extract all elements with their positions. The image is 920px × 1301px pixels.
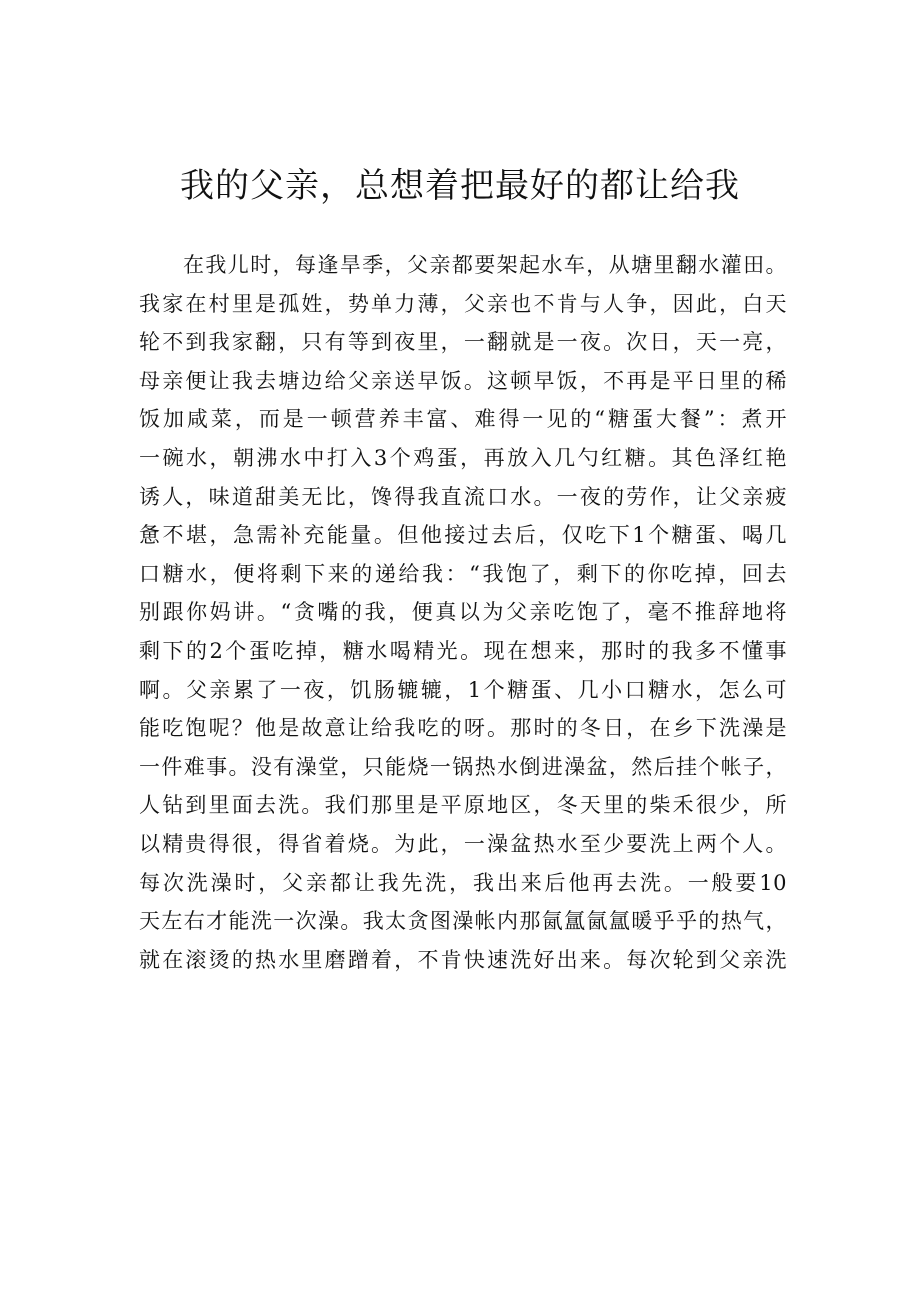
document-title: 我的父亲，总想着把最好的都让给我 [180,166,740,206]
paragraph-line-5: 饭加咸菜，而是一顿营养丰富、难得一见的“糖蛋大餐”：煮开 [139,407,787,432]
paragraph-line-18: 天左右才能洗一次澡。我太贪图澡帐内那氤氲氤氲暖乎乎的热气， [139,909,787,934]
paragraph-line-11: 剩下的2个蛋吃掉，糖水喝精光。现在想来，那时的我多不懂事 [139,638,787,663]
paragraph-line-7: 诱人，味道甜美无比，馋得我直流口水。一夜的劳作，让父亲疲 [139,484,787,509]
paragraph-line-2: 我家在村里是孤姓，势单力薄，父亲也不肯与人争，因此，白天 [139,291,787,316]
paragraph-line-4: 母亲便让我去塘边给父亲送早饭。这顿早饭，不再是平日里的稀 [139,368,787,393]
paragraph-line-10: 别跟你妈讲。“贪嘴的我，便真以为父亲吃饱了，毫不推辞地将 [139,600,787,625]
paragraph-line-16: 以精贵得很，得省着烧。为此，一澡盆热水至少要洗上两个人。 [139,831,787,856]
paragraph-line-12: 啊。父亲累了一夜，饥肠辘辘，1个糖蛋、几小口糖水，怎么可 [139,677,787,702]
paragraph-line-19: 就在滚烫的热水里磨蹭着，不肯快速洗好出来。每次轮到父亲洗 [139,947,787,972]
paragraph-line-15: 人钻到里面去洗。我们那里是平原地区，冬天里的柴禾很少，所 [139,793,787,818]
paragraph-line-8: 惫不堪，急需补充能量。但他接过去后，仅吃下1个糖蛋、喝几 [139,523,787,548]
paragraph-line-6: 一碗水，朝沸水中打入3个鸡蛋，再放入几勺红糖。其色泽红艳 [139,445,787,470]
paragraph-line-3: 轮不到我家翻，只有等到夜里，一翻就是一夜。次日，天一亮， [139,330,787,355]
document-body [139,246,787,979]
paragraph-line-1: 在我儿时，每逢旱季，父亲都要架起水车，从塘里翻水灌田。 [183,253,787,277]
paragraph-line-9: 口糖水，便将剩下来的递给我：“我饱了，剩下的你吃掉，回去 [139,561,787,586]
paragraph-line-17: 每次洗澡时，父亲都让我先洗，我出来后他再去洗。一般要10 [139,870,787,895]
paragraph-line-14: 一件难事。没有澡堂，只能烧一锅热水倒进澡盆，然后挂个帐子， [139,754,787,779]
paragraph-line-13: 能吃饱呢？他是故意让给我吃的呀。那时的冬日，在乡下洗澡是 [139,716,787,741]
